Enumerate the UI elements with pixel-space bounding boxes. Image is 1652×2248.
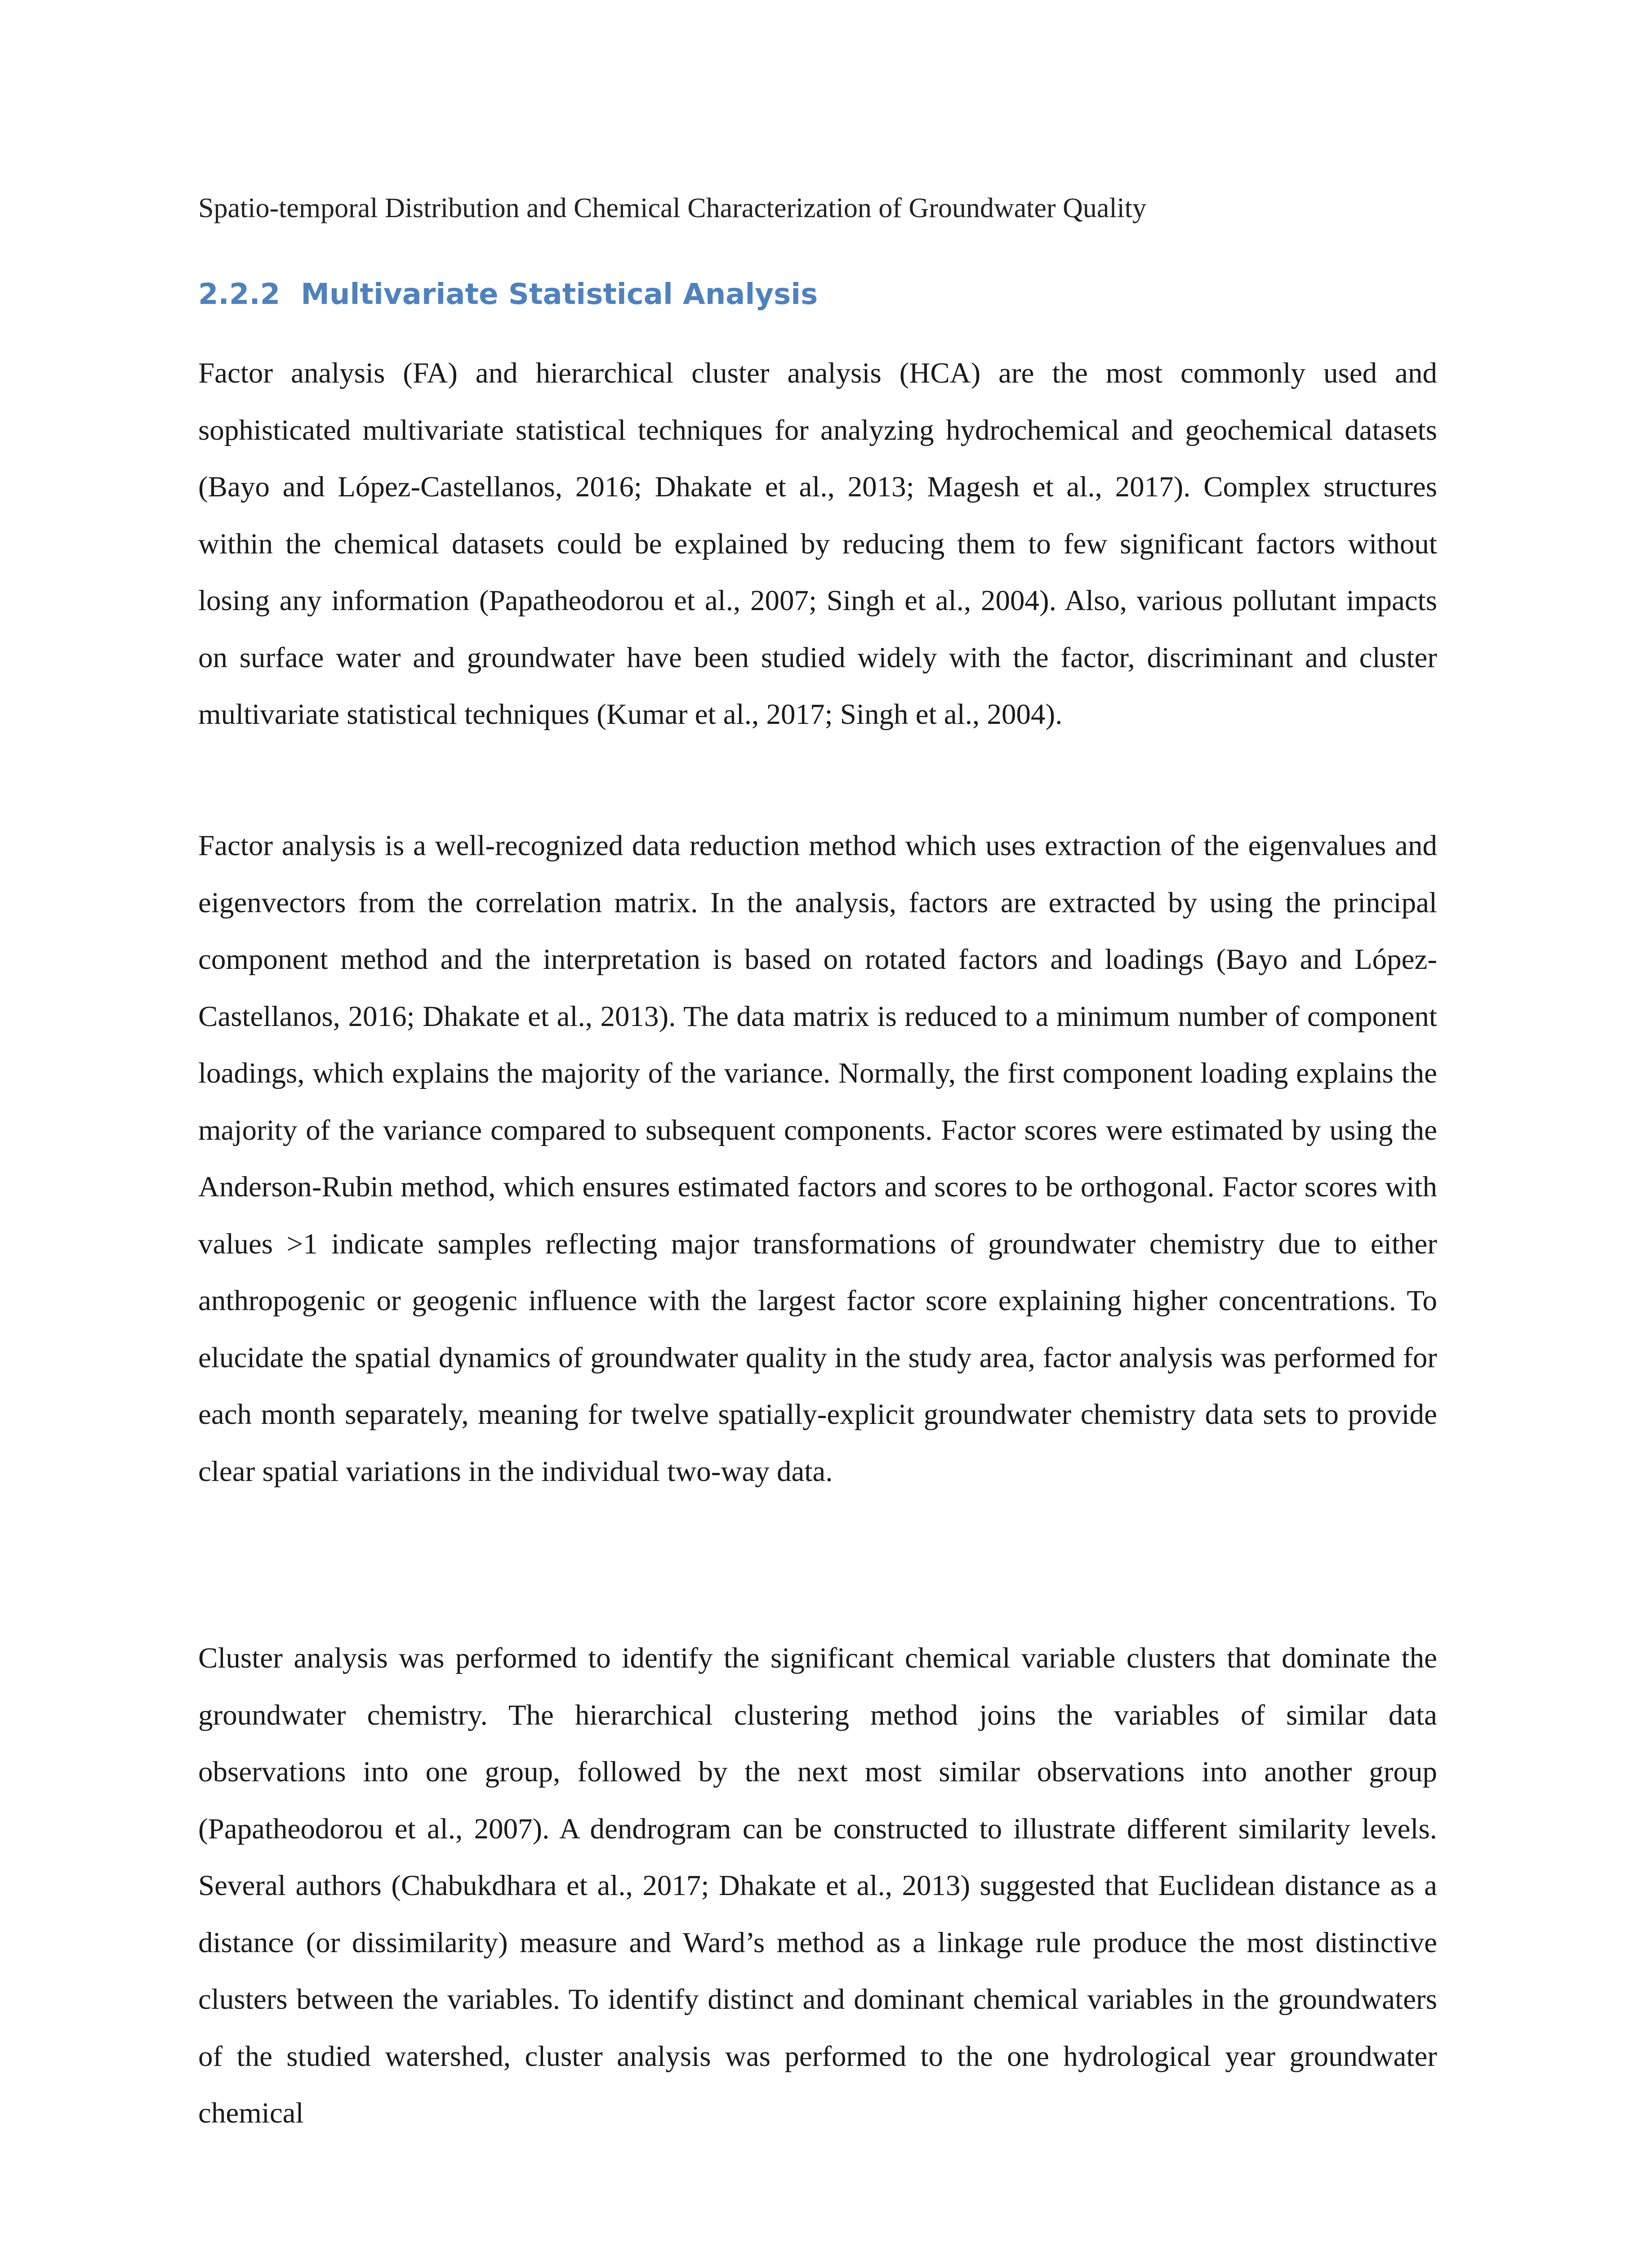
running-header: Spatio-temporal Distribution and Chemical Characterization of Groundwater Quality [198,193,1147,223]
section-number: 2.2.2 [198,278,281,311]
body-paragraph-2: Factor analysis is a well-recognized data reduction method which uses extraction of the eigenvalues and eigenvectors from the correlation matrix. In the analysis, factors are extracted by using the principal component method and the interpretation is based on rotated factors and loadings (Bayo and López-Castellanos, 2016; Dhakate et al., 2013). The data matrix is reduced to a minimum number of component loadings, which explains the majority of the variance. Normally, the first component loading explains the majority of the variance compared to subsequent components. Factor scores were estimated by using the Anderson-Rubin method, which ensures estimated factors and scores to be orthogonal. Factor scores with values >1 indicate samples reflecting major transformations of groundwater chemistry due to either anthropogenic or geogenic influence with the largest factor score explaining higher concentrations. To elucidate the spatial dynamics of groundwater quality in the study area, factor analysis was performed for each month separately, meaning for twelve spatially-explicit groundwater chemistry data sets to provide clear spatial variations in the individual two-way data. [198,830,1437,1488]
section-heading [198,272,818,317]
section-title: Multivariate Statistical Analysis [301,278,818,311]
body-paragraph-3: Cluster analysis was performed to identify the significant chemical variable clusters that dominate the groundwater chemistry. The hierarchical clustering method joins the variables of similar data observations into one group, followed by the next most similar observations into another group (Papatheodorou et al., 2007). A dendrogram can be constructed to illustrate different similarity levels. Several authors (Chabukdhara et al., 2017; Dhakate et al., 2013) suggested that Euclidean distance as a distance (or dissimilarity) measure and Ward’s method as a linkage rule produce the most distinctive clusters between the variables. To identify distinct and dominant chemical variables in the groundwaters of the studied watershed, cluster analysis was performed to the one hydrological year groundwater chemical [198,1642,1437,2129]
body-paragraph-1: Factor analysis (FA) and hierarchical cluster analysis (HCA) are the most commonly used and sophisticated multivariate statistical techniques for analyzing hydrochemical and geochemical datasets (Bayo and López-Castellanos, 2016; Dhakate et al., 2013; Magesh et al., 2017). Complex structures within the chemical datasets could be explained by reducing them to few significant factors without losing any information (Papatheodorou et al., 2007; Singh et al., 2004). Also, various pollutant impacts on surface water and groundwater have been studied widely with the factor, discriminant and cluster multivariate statistical techniques (Kumar et al., 2017; Singh et al., 2004). [198,357,1437,731]
